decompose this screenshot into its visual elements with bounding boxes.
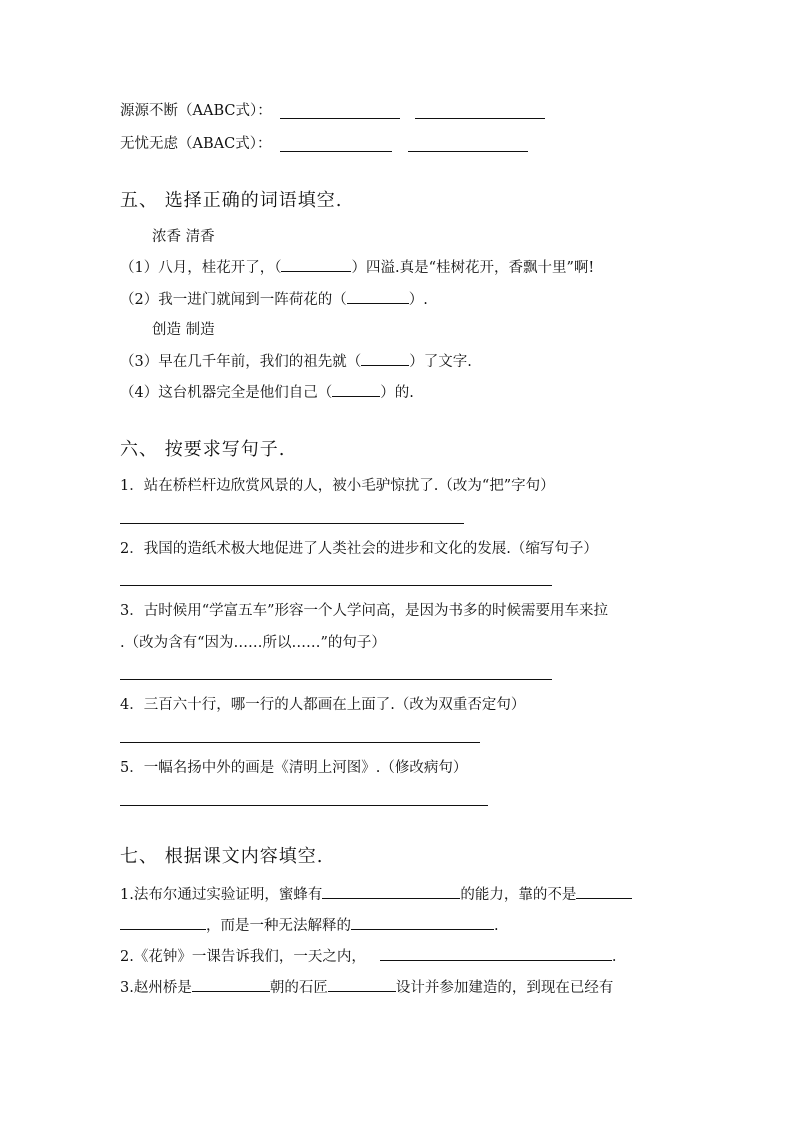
rewrite-answer-line-2[interactable] bbox=[120, 585, 552, 586]
recall-question-1-text-b: 的能力，靠的不是 bbox=[460, 887, 577, 903]
fill-question-3-pre: （3）早在几千年前，我们的祖先就（ bbox=[120, 354, 362, 370]
rewrite-question-3-line-1: 3．古时候用“学富五车”形容一个人学问高，是因为书多的时候需要用车来拉 bbox=[120, 603, 609, 619]
recall-question-2-end: . bbox=[611, 949, 617, 965]
fill-question-4-blank[interactable] bbox=[332, 382, 380, 397]
rewrite-question-4: 4．三百六十行，哪一行的人都画在上面了.（改为双重否定句） bbox=[120, 697, 526, 713]
abac-answer-blank-2[interactable] bbox=[408, 151, 528, 152]
section-7-heading: 七、 根据课文内容填空. bbox=[120, 846, 324, 867]
fill-question-1-pre: （1）八月，桂花开了，（ bbox=[120, 260, 282, 276]
recall-question-3-blank-1[interactable] bbox=[192, 977, 270, 992]
rewrite-question-3-line-2: .（改为含有“因为……所以……”的句子） bbox=[120, 635, 386, 651]
recall-question-3-blank-2[interactable] bbox=[328, 977, 396, 992]
section-5-heading: 五、 选择正确的词语填空. bbox=[120, 190, 343, 211]
recall-question-1-text-c: ，而是一种无法解释的 bbox=[206, 918, 351, 934]
rewrite-question-2: 2．我国的造纸术极大地促进了人类社会的进步和文化的发展.（缩写句子） bbox=[120, 541, 598, 557]
rewrite-answer-line-1[interactable] bbox=[120, 523, 464, 524]
fill-question-2-post: ）. bbox=[408, 292, 428, 308]
rewrite-answer-line-4[interactable] bbox=[120, 742, 480, 743]
recall-question-1-line-2 bbox=[120, 915, 499, 936]
abac-prompt: 无忧无虑（ABAC式）： bbox=[120, 136, 272, 152]
aabc-prompt: 源源不断（AABC式）： bbox=[120, 103, 272, 119]
recall-question-1-blank-2[interactable] bbox=[576, 884, 632, 899]
recall-question-1-blank-3[interactable] bbox=[351, 915, 494, 930]
abac-answer-blank-1[interactable] bbox=[280, 151, 392, 152]
recall-question-3 bbox=[120, 977, 613, 998]
recall-question-2-blank[interactable] bbox=[380, 946, 612, 961]
recall-question-3-text-b: 朝的石匠 bbox=[269, 980, 328, 996]
aabc-answer-blank-2[interactable] bbox=[415, 118, 545, 119]
recall-question-3-text-a: 3.赵州桥是 bbox=[120, 980, 192, 996]
recall-question-2-text: 2.《花钟》一课告诉我们，一天之内， bbox=[120, 949, 366, 965]
fill-question-2 bbox=[120, 289, 428, 310]
rewrite-answer-line-5[interactable] bbox=[120, 805, 488, 806]
fill-question-2-pre: （2）我一进门就闻到一阵荷花的（ bbox=[120, 292, 347, 308]
recall-question-1-end: . bbox=[494, 918, 499, 934]
recall-question-1-blank-2-cont[interactable] bbox=[120, 915, 206, 930]
aabc-answer-blank-1[interactable] bbox=[280, 118, 400, 119]
fill-question-2-blank[interactable] bbox=[347, 289, 409, 304]
rewrite-answer-line-3[interactable] bbox=[120, 679, 552, 680]
section-6-heading: 六、 按要求写句子. bbox=[120, 439, 286, 460]
fill-question-4-post: ）的. bbox=[380, 385, 414, 401]
fill-question-1-post: ）四溢.真是“桂树花开，香飘十里”啊! bbox=[351, 260, 595, 276]
recall-question-1-line-1 bbox=[120, 884, 632, 905]
fill-question-3-blank[interactable] bbox=[361, 351, 409, 366]
fill-question-1-blank[interactable] bbox=[281, 257, 351, 272]
fill-question-4 bbox=[120, 382, 414, 403]
fill-question-3 bbox=[120, 351, 472, 372]
word-choice-2: 创造 制造 bbox=[152, 322, 215, 338]
rewrite-question-5: 5．一幅名扬中外的画是《清明上河图》.（修改病句） bbox=[120, 760, 468, 776]
fill-question-4-pre: （4）这台机器完全是他们自己（ bbox=[120, 385, 333, 401]
rewrite-question-1: 1．站在桥栏杆边欣赏风景的人，被小毛驴惊扰了.（改为“把”字句） bbox=[120, 478, 555, 494]
recall-question-1-blank-1[interactable] bbox=[322, 884, 460, 899]
recall-question-3-text-c: 设计并参加建造的，到现在已经有 bbox=[395, 980, 614, 996]
fill-question-1 bbox=[120, 257, 594, 278]
recall-question-1-text-a: 1.法布尔通过实验证明，蜜蜂有 bbox=[120, 887, 323, 903]
recall-question-2 bbox=[120, 946, 616, 967]
word-choice-1: 浓香 清香 bbox=[152, 229, 215, 245]
fill-question-3-post: ）了文字. bbox=[409, 354, 472, 370]
